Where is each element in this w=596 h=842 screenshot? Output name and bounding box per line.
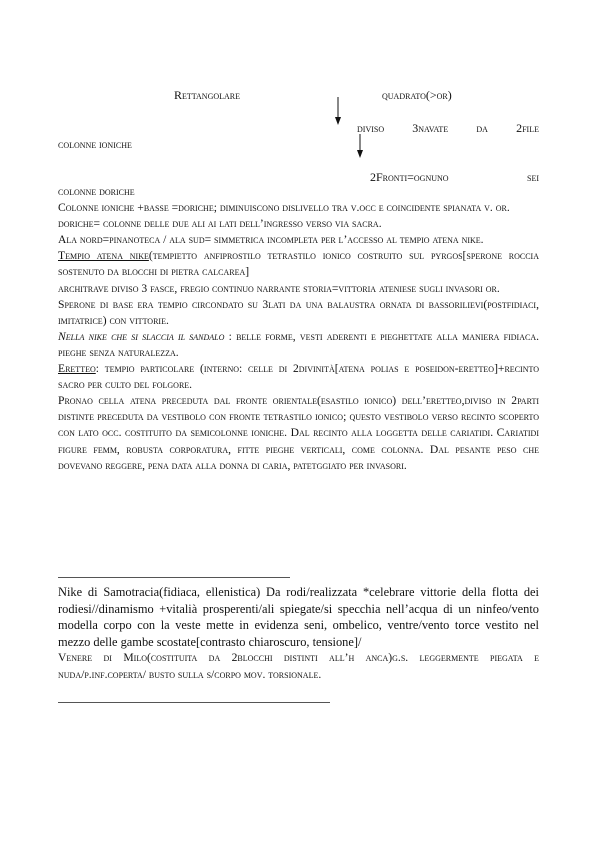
- paragraph: [58, 361, 539, 393]
- paragraph: [58, 248, 539, 280]
- paragraph: Sperone di base era tempio circondato su 3lati da una balaustra ornata di bassorilievi(postfidiaci, imitatrice) con vittorie.: [58, 297, 539, 327]
- divide-word-1: diviso: [357, 121, 385, 135]
- down-arrow-icon: [356, 134, 364, 158]
- nike-section: [58, 584, 539, 684]
- paragraph-rest: : belle forme, vesti aderenti e pieghettate alla maniera fidiaca. pieghe senza naturalezza.: [58, 329, 539, 359]
- paragraph: doriche= colonne delle due ali ai lati dell’ingresso verso via sacra.: [58, 217, 382, 231]
- underlined-heading: Tempio atena nike: [58, 249, 149, 263]
- divide-word-4: 2file: [516, 121, 539, 135]
- paragraph: [58, 329, 539, 361]
- paragraph: architrave diviso 3 fasce, fregio continuo narrante storia=vittoria ateniese sugli invasori or.: [58, 281, 500, 295]
- venere-milo-paragraph: Venere di Milo(costituita da 2blocchi distinti all’h anca)g.s. leggermente piegata e nuda/p.inf.coperta/ busto sulla s/corpo mov. torsionale.: [58, 651, 539, 681]
- colonne-ioniche-label: colonne ioniche: [58, 139, 132, 151]
- divide-word-3: da: [476, 121, 488, 135]
- underlined-heading: Eretteo: [58, 362, 96, 376]
- nike-samotracia-paragraph: Nike di Samotracia(fidiaca, ellenistica) Da rodi/realizzata *celebrare vittorie della flotta dei rodiesi//dinamismo +vitalià prosperenti/ali spiegate/si specchia nell’acqua di un ninfeo/vento modella corpo con la veste mette in evidenza seni, ombelico, ventre/vento torce vestito nel mezzo delle gambe scostate[contrasto chiaroscuro, tensione]/: [58, 585, 539, 649]
- heading-quadrato: quadrato(>or): [382, 88, 452, 102]
- paragraph: Ala nord=pinanoteca / ala sud= simmetrica incompleta per l’accesso al tempio atena nike.: [58, 233, 484, 247]
- divider: [58, 577, 290, 578]
- fronti-line: [370, 170, 539, 185]
- paragraph: colonne doriche: [58, 185, 135, 198]
- fronti-text: 2Fronti=ognuno: [370, 170, 449, 184]
- divider: [58, 702, 330, 703]
- paragraph-rest: : tempio particolare (interno: celle di 2divinità[atena polias e poseidon-eretteo]+recinto sacro per culto del folgore.: [58, 362, 539, 392]
- down-arrow-icon: [334, 97, 342, 125]
- paragraph: Colonne ioniche +basse =doriche; diminuiscono dislivello tra v.occ e coincidente spianata v. or.: [58, 201, 510, 215]
- navate-line: [357, 121, 539, 136]
- divide-word-2: 3navate: [412, 121, 449, 135]
- fronti-sei: sei: [527, 170, 539, 184]
- italic-heading: Nella nike che si slaccia il sandalo: [58, 329, 225, 343]
- main-text: [58, 184, 539, 474]
- heading-rettangolare: Rettangolare: [174, 88, 241, 102]
- paragraph: Pronao cella atena preceduta dal fronte orientale(esastilo ionico) dell’eretteo,diviso in 2parti distinte preceduta da vestibolo con fronte tetrastilo ionico; questo vestibolo verso recinto scoperto con lato occ. costituito da semicolonne ioniche. Dal recinto alla loggetta delle cariatidi. Cariatidi figure femm, robusta corporatura, fitte pieghe verticali, come colonna. Dal pesante peso che dovevano reggere, pena data alla donna di caria, patetggiato per invasori.: [58, 394, 539, 472]
- paragraph-rest: (tempietto anfiprostilo tetrastilo ionico costruito sul pyrgos[sperone roccia sostenuto da blocchi di pietra calcarea]: [58, 249, 539, 279]
